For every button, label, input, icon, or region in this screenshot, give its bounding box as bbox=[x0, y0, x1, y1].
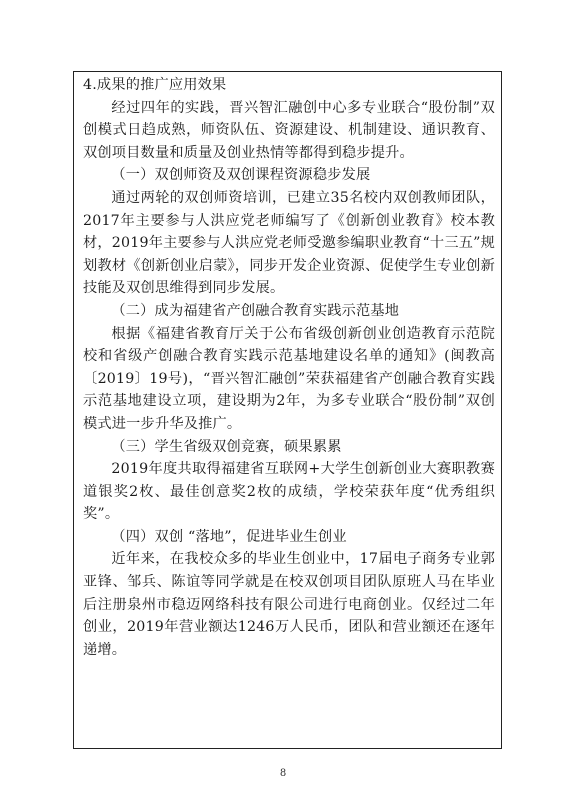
subsection-body-2: 根据《福建省教育厅关于公布省级创新创业创造教育示范院校和省级产创融合教育实践示范基地建设名单的通知》(闽教高〔2019〕19号)，“晋兴智汇融创”荣获福建省产创融合教育实践示范基地建设立项，建设期为2年，为多专业联合“股份制”双创模式进一步升华及推广。 bbox=[83, 325, 495, 432]
page-number: 8 bbox=[279, 768, 287, 779]
subsection-body-3: 2019年度共取得福建省互联网+大学生创新创业大赛职教赛道银奖2枚、最佳创意奖2枚的成绩，学校荣获年度“优秀组织奖”。 bbox=[83, 461, 495, 523]
subsection-body-1: 通过两轮的双创师资培训，已建立35名校内双创教师团队，2017年主要参与人洪应党老师编写了《创新创业教育》校本教材，2019年主要参与人洪应党老师受邀参编职业教育“十三五”规划教材《创新创业启蒙》，同步开发企业资源、促使学生专业创新技能及双创思维得到同步发展。 bbox=[83, 189, 495, 297]
subsection-heading-3: （三）学生省级双创竞赛，硕果累累 bbox=[111, 438, 342, 455]
subsection-heading-4: （四）双创 “落地”，促进毕业生创业 bbox=[111, 528, 347, 545]
section-title: 4.成果的推广应用效果 bbox=[83, 77, 227, 93]
subsection-body-4: 近年来，在我校众多的毕业生创业中，17届电子商务专业郭亚锋、邹兵、陈谊等同学就是在校双创项目团队原班人马在毕业后注册泉州市稳迈网络科技有限公司进行电商创业。仅经过二年创业，2019年营业额达1246万人民币，团队和营业额还在逐年递增。 bbox=[83, 551, 495, 658]
subsection-heading-2: （二）成为福建省产创融合教育实践示范基地 bbox=[111, 302, 400, 319]
subsection-heading-1: （一）双创师资及双创课程资源稳步发展 bbox=[111, 167, 371, 184]
document-body bbox=[83, 74, 495, 661]
intro-paragraph: 经过四年的实践，晋兴智汇融创中心多专业联合“股份制”双创模式日趋成熟，师资队伍、资源建设、机制建设、通识教育、双创项目数量和质量及创业热情等都得到稳步提升。 bbox=[83, 99, 495, 161]
